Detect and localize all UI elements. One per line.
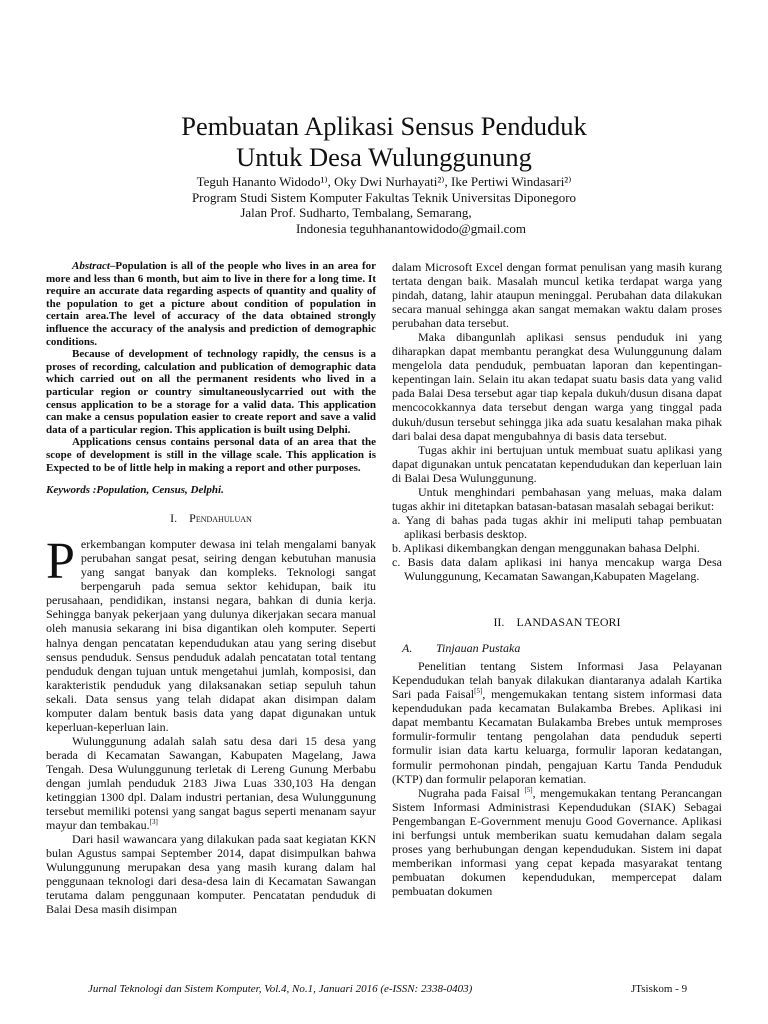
review-paragraph-2-a: Nugraha pada Faisal <box>418 785 525 800</box>
review-paragraph-1 <box>392 659 722 785</box>
intro-paragraph-4: Maka dibangunlah aplikasi sensus penduduk ini yang diharapkan dapat membantu perangkat desa Wulunggunung dalam mengelola data penduduk, pembuatan laporan dan kepentingan-kepentingan lain. Selain itu akan tedapat suatu basis data yang valid pada Balai Desa tersebut agar tiap kepala dukuh/dusun disana dapat mencocokkannya data tersebut dengan warga yang tinggal pada dukuh/dusun tersebut sehingga jika ada suatu kesalahan maka pihak dari balai desa dapat mengubahnya di basis data tersebut. <box>392 330 722 443</box>
intro-paragraph-1-text: erkembangan komputer dewasa ini telah mengalami banyak perubahan sangat pesat, seiring dengan kebutuhan manusia yang sangat banyak dan kompleks. Teknologi sangat berpengaruh pada semua sektor kehidupan, baik itu perusahaan, pendidikan, instansi negara, bahkan di dunia kerja. Sehingga banyak pekerjaan yang dulunya dikerjakan secara manual oleh manusia sekarang ini bisa digantikan oleh komputer. Seperti halnya dengan pencatatan kependudukan atau yang sering disebut sensus penduduk. Sensus penduduk adalah pencatatan total tentang penduduk dengan tujuan untuk mengetahui jumlah, komposisi, dan karakteristik penduduk yang dilaksanakan setiap sepuluh tahun sekali. Data sensus yang telah didapat akan disimpan dalam komputer dalam bentuk basis data yang dapat digunakan untuk keperluan-keperluan lain. <box>46 537 376 734</box>
abstract-paragraph-3: Applications census contains personal data of an area that the scope of development is still in the village scale. This application is Expected to be of little help in making a report and other purposes. <box>46 436 376 474</box>
intro-paragraph-2 <box>46 734 376 832</box>
section-2-numeral: II. <box>493 615 505 630</box>
review-paragraph-2-b: , mengemukakan tentang Perancangan Sistem Informasi Administrasi Kependudukan (SIAK) Sebagai Pengembangan E-Government menuju Good Governance. Aplikasi ini berfungsi untuk memberikan suatu kemudahan dalam segala proses yang berhubungan dengan kependudukan. Sistem ini dapat memberikan informasi yang cepat kepada masyarakat tentang pembuatan dokumen kependudukan, mempercepat dalam pembuatan dokumen <box>392 785 723 898</box>
title-line-1: Pembuatan Aplikasi Sensus Penduduk <box>181 111 587 141</box>
intro-paragraph-3-cont: dalam Microsoft Excel dengan format penulisan yang masih kurang tertata dengan baik. Masalah muncul ketika terdapat warga yang pindah, datang, lahir ataupun meninggal. Perubahan data dilakukan secara manual sehingga akan sangat memakan waktu dalam proses perubahan data tersebut. <box>392 260 722 331</box>
list-item <box>392 555 722 583</box>
list-marker: b. <box>392 540 401 555</box>
section-heading-1 <box>46 511 376 525</box>
intro-paragraph-3: Dari hasil wawancara yang dilakukan pada saat kegiatan KKN bulan Agustus sampai September 2014, dapat disimpulkan bahwa Wulunggunung merupakan desa yang masih kurang dalam hal penggunaan teknologi dari desa-desa lain di Kecamatan Sawangan terutama dalam penggunaan komputer. Pencatatan penduduk di Balai Desa masih disimpan <box>46 832 376 917</box>
review-paragraph-1-b: , mengemukakan tentang sistem informasi data kependudukan pada kecamatan Bulakamba Brebes. Aplikasi ini dapat membantu Kecamatan Bulakamba Brebes untuk memproses formulir-formulir tentang pengolahan data penduduk seperti formulir isian data kartu keluarga, formulir laporan kedatangan, formulir permohonan pindah, pengajuan Kartu Tanda Penduduk (KTP) dan formulir pelaporan kematian. <box>392 687 723 786</box>
list-text: Basis data dalam aplikasi ini hanya mencakup warga Desa Wulunggunung, Kecamatan Sawangan,Kabupaten Magelang. <box>404 554 723 584</box>
subsection-numeral: A. <box>402 641 413 656</box>
abstract-paragraph-1: –Population is all of the people who lives in an area for more and less than 6 month, but aim to live in there for a long time. It require an accurate data regarding aspects of quantity and quality of the population to get a picture about condition of population in certain area.The level of accuracy of the data obtained strongly influence the accuracy of the analysis and prediction of demographic conditions. <box>46 260 376 348</box>
intro-paragraph-2-text: Wulunggunung adalah salah satu desa dari 15 desa yang berada di Kecamatan Sawangan, Kabupaten Magelang, Jawa Tengah. Desa Wulunggunung terletak di Lereng Gunung Merbabu dengan jumlah penduduk 2183 Jiwa Luas 330,103 Ha dengan ketinggian 1300 dpl. Dalam industri pertanian, desa Wulunggunung tersebut memiliki potensi yang sangat bagus seperti menanam sayur mayur dan tembakau. <box>46 733 376 833</box>
list-marker: a. <box>392 512 401 527</box>
list-text: Aplikasi dikembangkan dengan menggunakan bahasa Delphi. <box>403 540 700 555</box>
section-heading-2 <box>392 615 722 629</box>
intro-paragraph-1 <box>46 533 376 734</box>
intro-paragraph-6: Untuk menghindari pembahasan yang meluas, maka dalam tugas akhir ini ditetapkan batasan-batasan masalah sebagai berikut: <box>392 484 722 513</box>
list-item <box>392 541 722 555</box>
paper-title <box>0 111 768 173</box>
citation-5b: [5] <box>524 785 533 794</box>
abstract <box>46 260 376 474</box>
citation-3: [3] <box>149 818 158 827</box>
affiliation-line-1: Program Studi Sistem Komputer Fakultas Teknik Universitas Diponegoro <box>191 189 577 205</box>
review-paragraph-1-a: Penelitian tentang Sistem Informasi Jasa Pelayanan Kependudukan telah banyak dilakukan diantaranya adalah Kartika Sari pada Faisal <box>392 659 722 702</box>
affiliation-line-3: Indonesia teguhhanantowidodo@gmail.com <box>295 220 527 236</box>
keywords: Keywords :Population, Census, Delphi. <box>46 484 224 497</box>
author-block <box>0 174 768 236</box>
subsection-title: Tinjauan Pustaka <box>436 641 521 656</box>
section-1-title: Pendahuluan <box>189 511 252 526</box>
list-marker: c. <box>392 554 401 569</box>
abstract-paragraph-2: Because of development of technology rapidly, the census is a proses of recording, calculation and publication of demographic data which carried out on all the permanent residents who lived in a particular region or country simultaneouslycarried out with the census application to be a storage for a valid data. This application can make a census population easier to create report and save a valid data of a particular region. This application is built using Delphi. <box>46 348 376 436</box>
list-item <box>392 513 722 541</box>
scope-list <box>392 513 722 583</box>
citation-5: [5] <box>474 687 483 696</box>
review-paragraph-2 <box>392 786 722 898</box>
right-column <box>392 260 722 898</box>
drop-cap: P <box>46 533 75 591</box>
affiliation-line-2: Jalan Prof. Sudharto, Tembalang, Semarang, <box>240 205 472 220</box>
abstract-lead: Abstract <box>72 260 110 272</box>
section-1-numeral: I. <box>170 511 178 526</box>
author-names: Teguh Hananto Widodo¹⁾, Oky Dwi Nurhayati²⁾, Ike Pertiwi Windasari²⁾ <box>196 174 572 189</box>
list-text: Yang di bahas pada tugas akhir ini meliputi tahap pembuatan aplikasi berbasis desktop. <box>404 512 722 541</box>
intro-paragraph-5: Tugas akhir ini bertujuan untuk membuat suatu aplikasi yang dapat digunakan untuk pencatatan kependudukan dan keperluan lain di Balai Desa Wulunggunung. <box>392 442 722 485</box>
subsection-heading <box>392 641 722 655</box>
section-2-title: LANDASAN TEORI <box>516 615 621 630</box>
title-line-2: Untuk Desa Wulunggunung <box>236 142 532 172</box>
left-column <box>46 260 376 916</box>
footer-journal: Jurnal Teknologi dan Sistem Komputer, Vol.4, No.1, Januari 2016 (e-ISSN: 2338-0403) <box>88 983 473 995</box>
footer-page-number: JTsiskom - 9 <box>631 983 688 995</box>
